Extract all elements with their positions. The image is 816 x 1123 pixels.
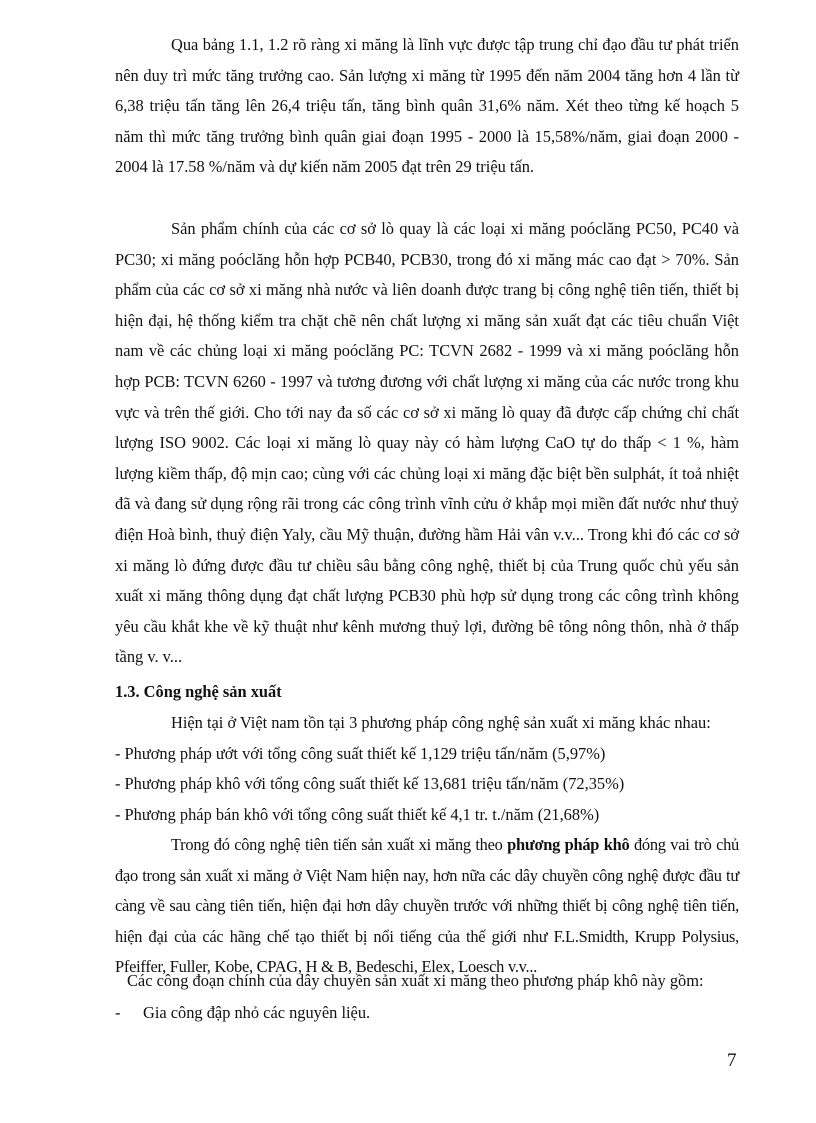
list-item: - Phương pháp ướt với tổng công suất thiết kế 1,129 triệu tấn/năm (5,97%): [115, 744, 606, 763]
paragraph-products-quality: Sản phẩm chính của các cơ sở lò quay là các loại xi măng poóclăng PC50, PC40 và PC30; xi măng poóclăng hỗn hợp PCB40, PCB30, trong đó xi măng mác cao đạt > 70%. Sản phẩm của các cơ sở xi măng nhà nước và liên doanh được trang bị công nghệ tiên tiến, thiết bị hiện đại, hệ thống kiểm tra chặt chẽ nên chất lượng xi măng sản xuất đạt các tiêu chuẩn Việt nam về các chủng loại xi măng poóclăng PC: TCVN 2682 - 1999 và xi măng poóclăng hỗn hợp PCB: TCVN 6260 - 1997 và tương đương với chất lượng xi măng của các nước trong khu vực và trên thế giới. Cho tới nay đa số các cơ sở xi măng lò quay đã được cấp chứng chỉ chất lượng ISO 9002. Các loại xi măng lò quay này có hàm lượng CaO tự do thấp < 1 %, hàm lượng kiềm thấp, độ mịn cao; cùng với các chủng loại xi măng đặc biệt bền sulphát, ít toả nhiệt đã và đang sử dụng rộng rãi trong các công trình vĩnh cửu ở khắp mọi miền đất nước như thuỷ điện Hoà bình, thuỷ điện Yaly, cầu Mỹ thuận, đường hầm Hải vân v.v... Trong khi đó các cơ sở xi măng lò đứng được đầu tư chiều sâu bằng công nghệ, thiết bị của Trung quốc chủ yếu sản xuất xi măng thông dụng đạt chất lượng PCB30 phù hợp sử dụng trong các công trình không yêu cầu khắt khe về kỹ thuật như kênh mương thuỷ lợi, đường bê tông nông thôn, nhà ở thấp tầng v. v...: [115, 219, 739, 667]
bullet-item: [115, 998, 739, 1029]
paragraph-dry-method: [115, 830, 739, 983]
text-run: Trong đó công nghệ tiên tiến sản xuất xi măng theo: [171, 835, 508, 854]
page-number: 7: [727, 1050, 737, 1071]
text-run: đóng vai trò chủ đạo trong sản xuất xi măng ở Việt Nam hiện nay, hơn nữa các dây chuyền công nghệ được đầu tư càng về sau càng tiên tiến, hiện đại hơn dây chuyền trước với những thiết bị công nghệ tiên tiến, hiện đại của các hãng chế tạo thiết bị nổi tiếng của thế giới như F.L.Smidth, Krupp Polysius, Pfeiffer, Fuller, Kobe, CPAG, H & B, Bedeschi, Elex, Loesch v.v...: [115, 835, 739, 977]
list-item: - Phương pháp bán khô với tổng công suất thiết kế 4,1 tr. t./năm (21,68%): [115, 805, 600, 824]
list-item: - Phương pháp khô với tổng công suất thiết kế 13,681 triệu tấn/năm (72,35%): [115, 774, 625, 793]
bold-text-run: phương pháp khô: [507, 835, 630, 854]
section-heading: 1.3. Công nghệ sản xuất: [115, 682, 282, 701]
paragraph-cement-growth: Qua bảng 1.1, 1.2 rõ ràng xi măng là lĩnh vực được tập trung chỉ đạo đầu tư phát triển nên duy trì mức tăng trưởng cao. Sản lượng xi măng từ 1995 đến năm 2004 tăng hơn 4 lần từ 6,38 triệu tấn tăng lên 26,4 triệu tấn, tăng bình quân 31,6% năm. Xét theo từng kế hoạch 5 năm thì mức tăng trưởng bình quân giai đoạn 1995 - 2000 là 15,58%/năm, giai đoạn 2000 - 2004 là 17.58 %/năm và dự kiến năm 2005 đạt trên 29 triệu tấn.: [115, 35, 739, 177]
bullet-text: Gia công đập nhỏ các nguyên liệu.: [143, 1003, 371, 1022]
paragraph-methods-intro: Hiện tại ở Việt nam tồn tại 3 phương pháp công nghệ sản xuất xi măng khác nhau:: [171, 713, 711, 732]
paragraph-main-stages: Các công đoạn chính của dây chuyền sản xuất xi măng theo phương pháp khô này gồm:: [127, 971, 704, 990]
bullet-dash: -: [115, 1003, 121, 1022]
